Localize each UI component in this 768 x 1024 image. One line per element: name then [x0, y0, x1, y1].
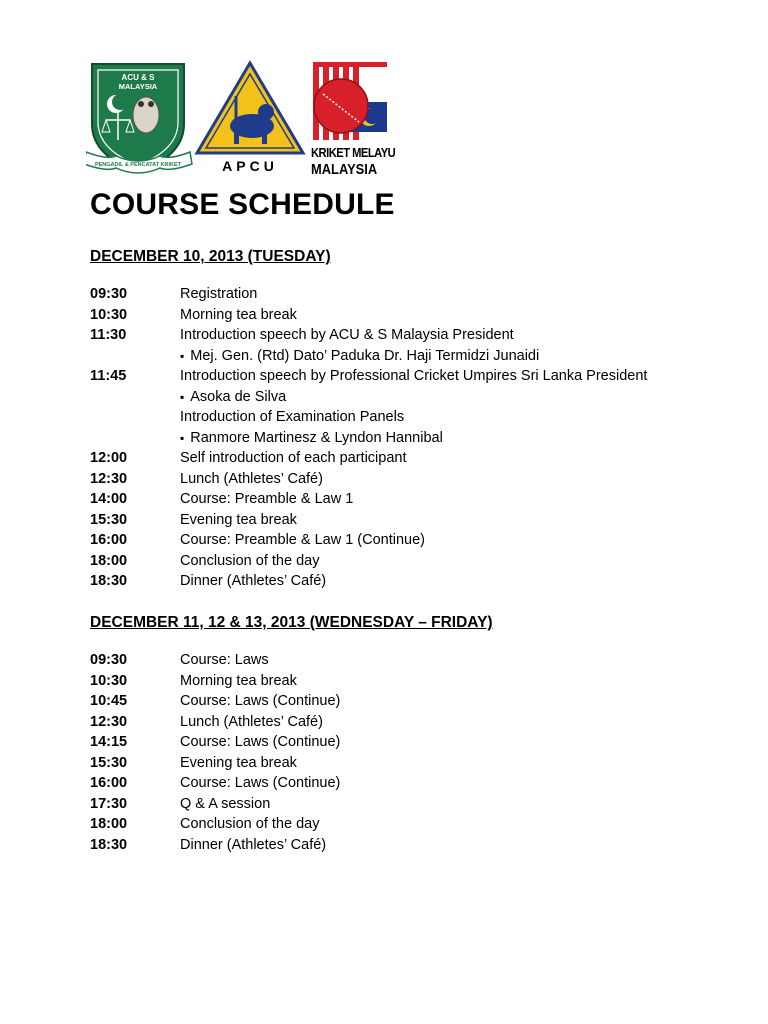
schedule-time: 12:30 [90, 470, 128, 487]
schedule-row [90, 732, 710, 753]
schedule-row [90, 284, 710, 305]
schedule-row [90, 712, 710, 733]
acu-ribbon-text: PENGADIL & PENCATAT KRIKET [94, 162, 182, 168]
schedule-time: 10:30 [90, 306, 128, 323]
schedule-description: Evening tea break [180, 511, 297, 528]
schedule-time: 17:30 [90, 795, 128, 812]
schedule-description: Course: Preamble & Law 1 (Continue) [180, 532, 426, 548]
schedule-description: Conclusion of the day [180, 552, 320, 569]
schedule-row [90, 794, 710, 815]
schedule-time: 11:30 [90, 327, 127, 343]
schedule-row [90, 671, 710, 692]
apcu-logo [194, 60, 306, 182]
schedule-time: 09:30 [90, 652, 128, 668]
kriket-melayu-malaysia-logo [311, 60, 397, 182]
schedule-description: Course: Laws [180, 652, 269, 668]
schedule-time: 18:30 [90, 836, 128, 853]
day2-schedule [90, 650, 710, 855]
acu-malaysia-logo [86, 60, 196, 178]
schedule-row [90, 407, 710, 428]
schedule-time: 10:30 [90, 672, 128, 689]
schedule-time: 10:45 [90, 693, 128, 709]
schedule-description: Introduction speech by ACU & S Malaysia President [180, 327, 514, 343]
schedule-description: Conclusion of the day [180, 816, 320, 832]
kriket-melayu-text: KRIKET MELAYU [311, 145, 396, 160]
schedule-description: Dinner (Athletes’ Café) [180, 836, 327, 853]
schedule-time: 12:00 [90, 450, 128, 466]
page-title: COURSE SCHEDULE [90, 188, 395, 221]
schedule-description: Introduction of Examination Panels [180, 409, 405, 425]
schedule-description: Dinner (Athletes’ Café) [180, 573, 327, 589]
logo-strip [86, 60, 406, 182]
schedule-row [90, 366, 710, 387]
day2-heading: DECEMBER 11, 12 & 13, 2013 (WEDNESDAY – FRIDAY) [90, 614, 493, 631]
schedule-row [90, 691, 710, 712]
schedule-row [90, 305, 710, 326]
acu-text-line2: MALAYSIA [118, 82, 158, 91]
malaysia-text: MALAYSIA [311, 161, 378, 178]
schedule-description: Morning tea break [180, 306, 297, 323]
schedule-row [90, 551, 710, 572]
acu-text-line1: ACU & S [121, 73, 155, 82]
schedule-description: Registration [180, 286, 258, 302]
schedule-row [90, 428, 710, 449]
schedule-time: 16:00 [90, 775, 128, 791]
schedule-row [90, 346, 710, 367]
schedule-row [90, 753, 710, 774]
schedule-description: Course: Laws (Continue) [180, 734, 341, 750]
schedule-bullet-item: ▪ Ranmore Martinesz & Lyndon Hannibal [180, 428, 443, 449]
schedule-description: Morning tea break [180, 672, 297, 689]
schedule-row [90, 325, 710, 346]
schedule-description: Lunch (Athletes’ Café) [180, 470, 323, 487]
schedule-time: 15:30 [90, 511, 128, 528]
schedule-time: 14:00 [90, 491, 128, 507]
schedule-description: Course: Laws (Continue) [180, 693, 341, 709]
schedule-row [90, 814, 710, 835]
schedule-bullet-item: ▪ Asoka de Silva [180, 387, 286, 408]
schedule-description: Course: Preamble & Law 1 [180, 491, 354, 507]
apcu-logo-text: APCU [222, 158, 278, 174]
schedule-description: Course: Laws (Continue) [180, 775, 341, 791]
schedule-row [90, 835, 710, 856]
schedule-description: Self introduction of each participant [180, 450, 407, 466]
schedule-description: Q & A session [180, 795, 271, 812]
schedule-row [90, 510, 710, 531]
schedule-description: Lunch (Athletes’ Café) [180, 713, 323, 730]
schedule-row [90, 469, 710, 490]
schedule-row [90, 773, 710, 794]
schedule-time: 12:30 [90, 713, 128, 730]
schedule-bullet-item: ▪ Mej. Gen. (Rtd) Dato’ Paduka Dr. Haji Termidzi Junaidi [180, 346, 539, 367]
schedule-time: 15:30 [90, 754, 128, 771]
schedule-row [90, 530, 710, 551]
schedule-description: Introduction speech by Professional Cricket Umpires Sri Lanka President [180, 368, 648, 384]
schedule-row [90, 387, 710, 408]
schedule-time: 18:00 [90, 552, 128, 569]
schedule-time: 09:30 [90, 286, 128, 302]
schedule-time: 18:30 [90, 573, 128, 589]
schedule-row [90, 489, 710, 510]
schedule-description: Evening tea break [180, 754, 297, 771]
day1-heading: DECEMBER 10, 2013 (TUESDAY) [90, 248, 331, 265]
schedule-time: 14:15 [90, 734, 128, 750]
schedule-row [90, 571, 710, 592]
schedule-row [90, 448, 710, 469]
schedule-time: 11:45 [90, 368, 127, 384]
schedule-time: 16:00 [90, 532, 128, 548]
schedule-time: 18:00 [90, 816, 128, 832]
schedule-row [90, 650, 710, 671]
day1-schedule [90, 284, 710, 592]
